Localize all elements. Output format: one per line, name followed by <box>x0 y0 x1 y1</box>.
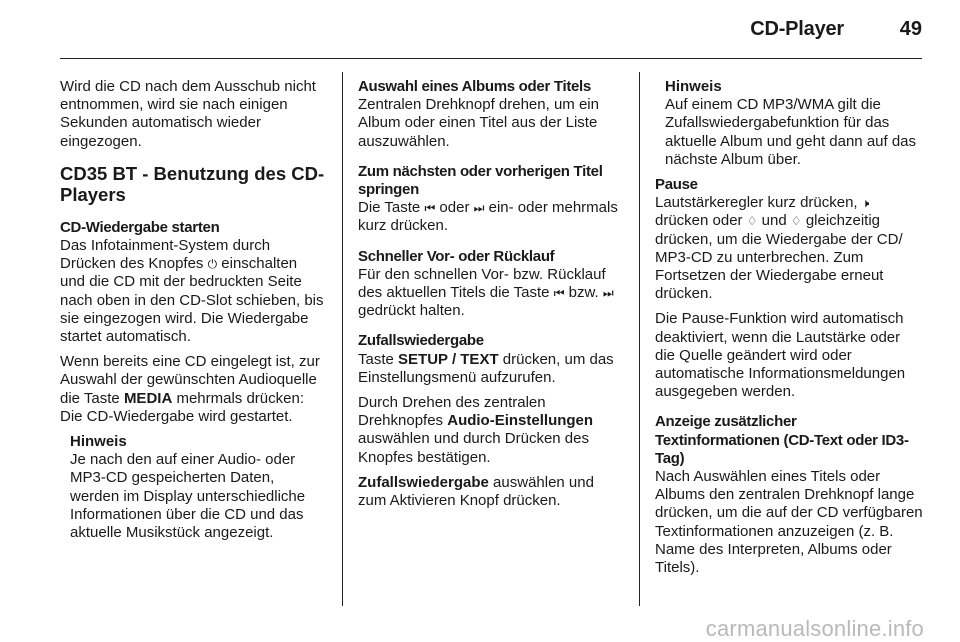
previous-track-icon: ⏮ <box>424 201 436 216</box>
page-number: 49 <box>899 18 922 40</box>
album-section: Auswahl eines Albums oder Titels Zentralen Drehknopf drehen, um ein Album oder einen Titel aus der Liste auszuwählen. <box>358 78 624 151</box>
column-left <box>60 78 326 549</box>
note-title: Hinweis <box>70 433 127 451</box>
random-turn-paragraph: Durch Drehen des zentralen Drehknopfes Audio-Einstellungen auswählen und durch Drücken des Knopfes bestätigen. <box>358 394 594 466</box>
note-box <box>665 78 923 169</box>
column-middle <box>358 78 624 517</box>
random-play-key: Zufallswiedergabe <box>358 473 489 491</box>
watermark: carmanualsonline.info <box>705 616 924 641</box>
start-heading: CD-Wiedergabe starten <box>60 218 220 236</box>
fast-heading: Schneller Vor- oder Rücklauf <box>358 247 555 265</box>
inserted-paragraph: Wenn bereits eine CD eingelegt ist, zur Auswahl der gewünschten Audioquelle die Taste MEDIA mehrmals drücken: Die CD-Wiedergabe wird gestartet. <box>60 353 320 425</box>
fast-section: Schneller Vor- oder Rücklauf Für den schnellen Vor- bzw. Rücklauf des aktuellen Titels die Taste ⏮ bzw. ⏭ gedrückt halten. <box>358 248 624 321</box>
note-box <box>70 433 326 542</box>
power-icon: ⏻ <box>207 257 218 272</box>
volume-up-icon: ♢ <box>746 214 758 229</box>
next-track-icon: ⏭ <box>473 201 485 216</box>
next-track-icon: ⏭ <box>602 286 614 301</box>
cdtext-heading: Anzeige zusätzlicher Textinformationen (CD-Text oder ID3-Tag) <box>655 413 909 467</box>
column-divider <box>639 72 640 606</box>
page-header <box>60 0 922 59</box>
note-text: Je nach den auf einer Audio- oder MP3-CD gespeicherten Daten, werden im Display unterschiedliche Informationen über die CD und das aktuelle Musikstück angezeigt. <box>70 451 306 542</box>
column-right <box>655 78 923 584</box>
previous-track-icon: ⏮ <box>553 286 565 301</box>
start-section: CD-Wiedergabe starten Das Infotainment-System durch Drücken des Knopfes ⏻ einschalten und die CD mit der bedruckten Seite nach oben in den CD-Slot schieben, bis sie eingezogen wird. Die Wiedergabe startet automatisch. <box>60 219 326 346</box>
mute-icon: 🕨 <box>861 196 870 211</box>
page-title: CD-Player <box>750 18 844 40</box>
skip-section: Zum nächsten oder vorherigen Titel springen Die Taste ⏮ oder ⏭ ein- oder mehrmals kurz drücken. <box>358 163 624 236</box>
setup-text-key: SETUP / TEXT <box>398 350 499 368</box>
audio-settings-key: Audio-Einstellungen <box>447 412 594 430</box>
media-key: MEDIA <box>123 389 173 407</box>
random-select-paragraph: Zufallswiedergabe auswählen und zum Aktivieren Knopf drücken. <box>358 473 594 510</box>
random-section: Zufallswiedergabe Taste SETUP / TEXT drücken, um das Einstellungsmenü aufzurufen. <box>358 332 624 387</box>
column-divider <box>342 72 343 606</box>
note-text: Auf einem CD MP3/WMA gilt die Zufallswiedergabefunktion für das aktuelle Album und geht dann auf das nächste Album über. <box>665 96 917 168</box>
pause-heading: Pause <box>655 176 698 194</box>
note-title: Hinweis <box>665 78 722 95</box>
album-heading: Auswahl eines Albums oder Titels <box>358 78 591 95</box>
pause-section: Pause Lautstärkeregler kurz drücken, 🕨 drücken oder ♢ und ♢ gleichzeitig drücken, um die Wiedergabe der CD/ MP3-CD zu unterbrechen. Zum Fortsetzen der Wiedergabe erneut drücken. <box>655 176 923 303</box>
volume-down-icon: ♢ <box>790 214 802 229</box>
section-title: CD35 BT - Benutzung des CD-Players <box>60 162 325 205</box>
intro-paragraph: Wird die CD nach dem Ausschub nicht entnommen, wird sie nach einigen Sekunden automatisch wieder eingezogen. <box>60 78 316 150</box>
skip-heading: Zum nächsten oder vorherigen Titel springen <box>358 162 603 199</box>
random-heading: Zufallswiedergabe <box>358 332 484 350</box>
pause-auto-paragraph: Die Pause-Funktion wird automatisch deaktiviert, wenn die Lautstärke oder die Quelle geändert wird oder automatische Informationsmeldungen ausgegeben werden. <box>655 310 906 401</box>
cdtext-section: Anzeige zusätzlicher Textinformationen (CD-Text oder ID3-Tag) Nach Auswählen eines Titels oder Albums den zentralen Drehknopf lange drücken, um die auf der CD verfügbaren Textinformationen anzuzeigen (z. B. Name des Interpreten, Albums oder Titels). <box>655 413 923 577</box>
